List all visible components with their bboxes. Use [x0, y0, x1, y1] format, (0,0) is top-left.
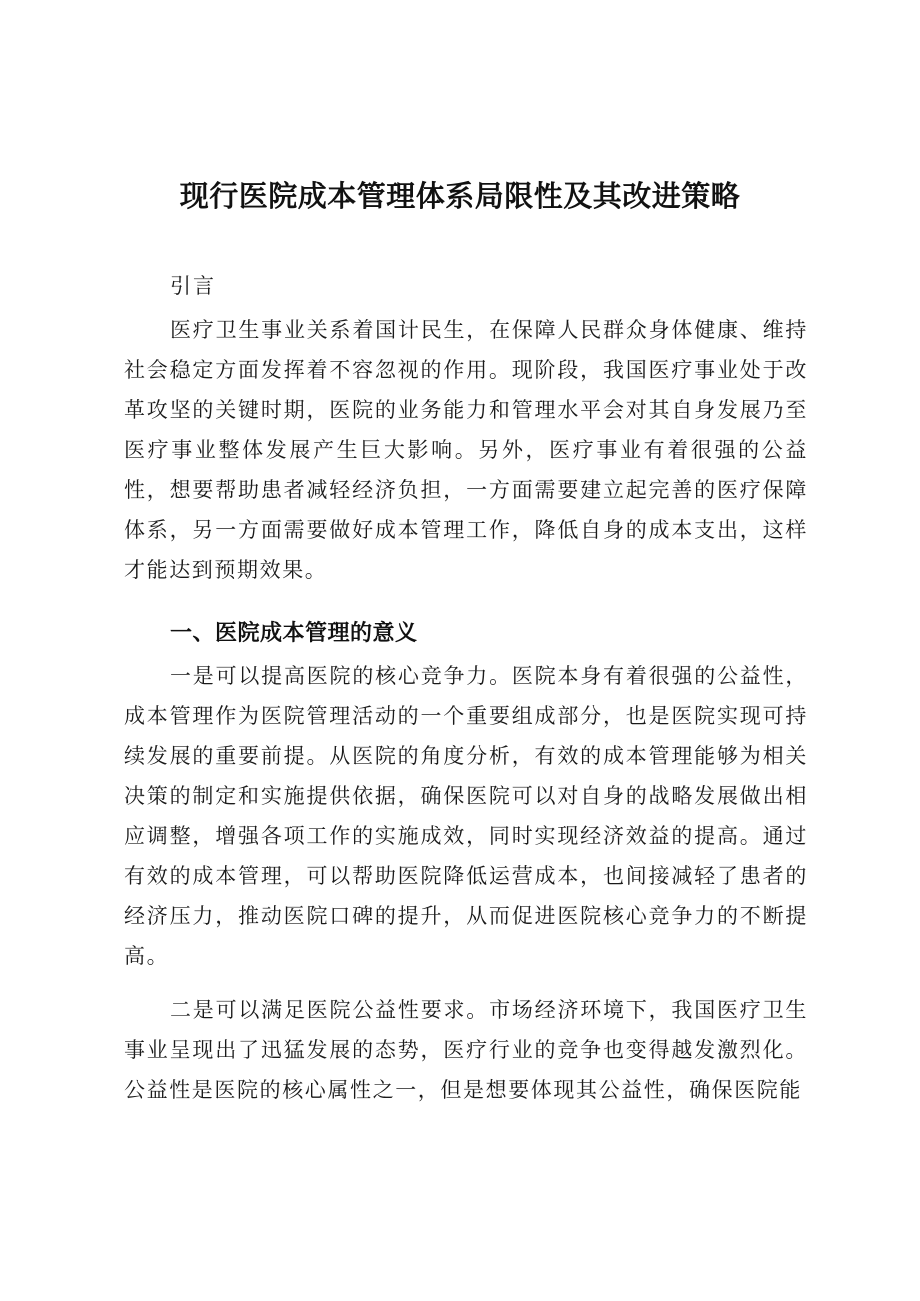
intro-label: 引言 [170, 274, 216, 298]
section1-paragraph-public-welfare: 二是可以满足医院公益性要求。市场经济环境下，我国医疗卫生事业呈现出了迅猛发展的态势，医疗行业的竞争也变得越发激烈化。公益性是医院的核心属性之一，但是想要体现其公益性，确保医院能 [124, 998, 808, 1102]
section-heading-significance: 一、医院成本管理的意义 [170, 621, 418, 646]
intro-paragraph: 医疗卫生事业关系着国计民生，在保障人民群众身体健康、维持社会稳定方面发挥着不容忽视的作用。现阶段，我国医疗事业处于改革攻坚的关键时期，医院的业务能力和管理水平会对其自身发展乃至医疗事业整体发展产生巨大影响。另外，医疗事业有着很强的公益性，想要帮助患者减轻经济负担，一方面需要建立起完善的医疗保障体系，另一方面需要做好成本管理工作，降低自身的成本支出，这样才能达到预期效果。 [124, 318, 808, 582]
section1-paragraph-competitiveness: 一是可以提高医院的核心竞争力。医院本身有着很强的公益性，成本管理作为医院管理活动的一个重要组成部分，也是医院实现可持续发展的重要前提。从医院的角度分析，有效的成本管理能够为相关决策的制定和实施提供依据，确保医院可以对自身的战略发展做出相应调整，增强各项工作的实施成效，同时实现经济效益的提高。通过有效的成本管理，可以帮助医院降低运营成本，也间接减轻了患者的经济压力，推动医院口碑的提升，从而促进医院核心竞争力的不断提高。 [124, 664, 808, 968]
document-title: 现行医院成本管理体系局限性及其改进策略 [179, 179, 741, 213]
